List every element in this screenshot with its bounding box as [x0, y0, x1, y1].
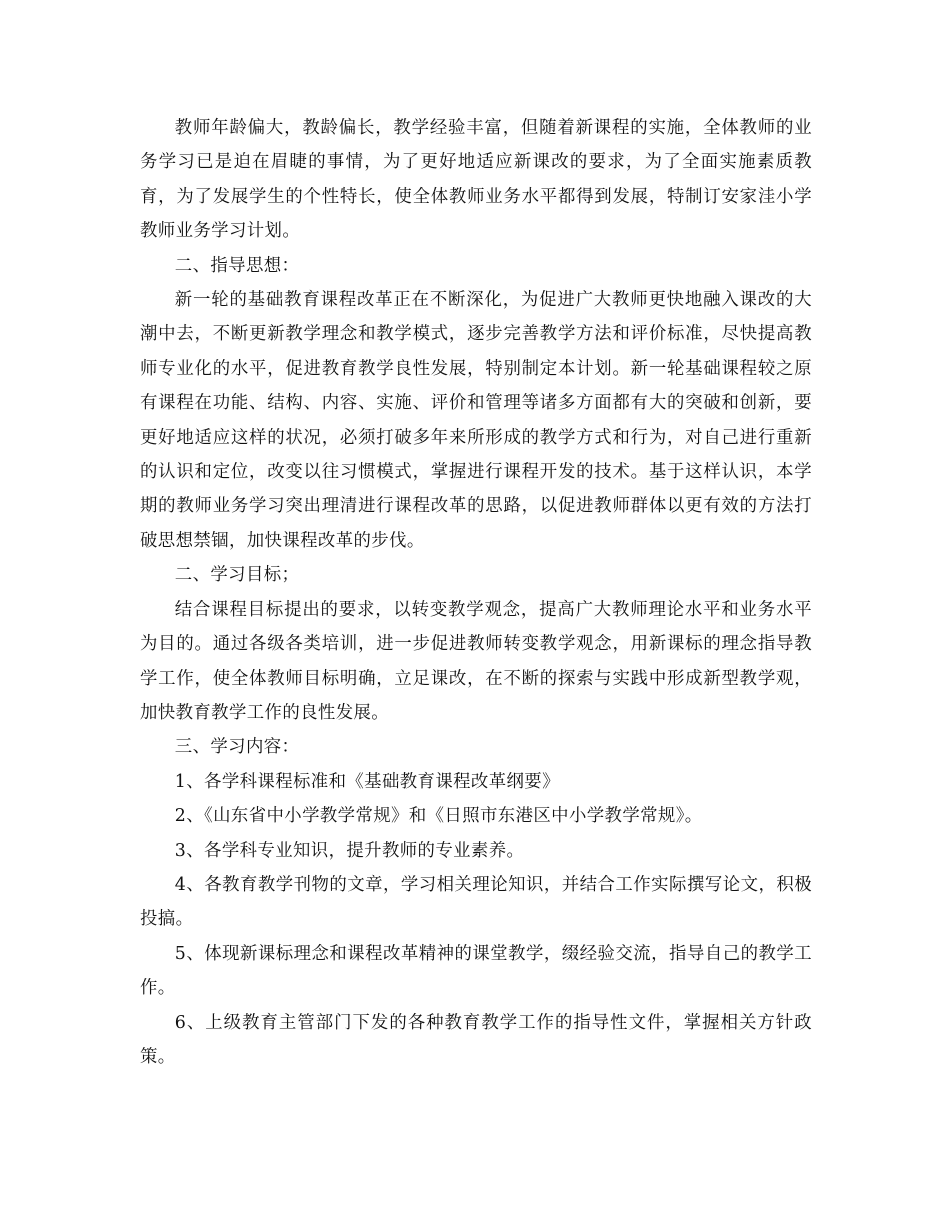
guiding-thought-paragraph: 新一轮的基础教育课程改革正在不断深化，为促进广大教师更快地融入课改的大潮中去，不断更新教学理念和教学模式，逐步完善教学方法和评价标准，尽快提高教师专业化的水平，促进教育教学良性发展，特别制定本计划。新一轮基础课程较之原有课程在功能、结构、内容、实施、评价和管理等诸多方面都有大的突破和创新，要更好地适应这样的状况，必须打破多年来所形成的教学方式和行为，对自己进行重新的认识和定位，改变以往习惯模式，掌握进行课程开发的技术。基于这样认识，本学期的教师业务学习突出理清进行课程改革的思路，以促进教师群体以更有效的方法打破思想禁锢，加快课程改革的步伐。: [140, 290, 812, 551]
content-item-4: 4、各教育教学刊物的文章，学习相关理论知识，并结合工作实际撰写论文，积极投搞。: [140, 874, 812, 930]
section-heading-learning-goals: 二、学习目标；: [174, 565, 300, 586]
document-body: [140, 111, 812, 1074]
learning-goals-paragraph: 结合课程目标提出的要求，以转变教学观念，提高广大教师理论水平和业务水平为目的。通过各级各类培训，进一步促进教师转变教学观念，用新课标的理念指导教学工作，使全体教师目标明确，立足课改，在不断的探索与实践中形成新型教学观，加快教育教学工作的良性发展。: [140, 599, 812, 723]
section-heading-guiding-thought: 二、指导思想：: [174, 255, 300, 276]
content-item-1: 1、各学科课程标准和《基础教育课程改革纲要》: [174, 771, 560, 792]
intro-paragraph: 教师年龄偏大，教龄偏长，教学经验丰富，但随着新课程的实施，全体教师的业务学习已是迫在眉睫的事情，为了更好地适应新课改的要求，为了全面实施素质教育，为了发展学生的个性特长，使全体教师业务水平都得到发展，特制订安家洼小学教师业务学习计划。: [140, 118, 812, 242]
section-heading-learning-content: 三、学习内容：: [174, 737, 300, 758]
content-item-6: 6、上级教育主管部门下发的各种教育教学工作的指导性文件，掌握相关方针政策。: [140, 1012, 812, 1067]
content-item-5: 5、体现新课标理念和课程改革精神的课堂教学，缀经验交流，指导自己的教学工作。: [140, 943, 812, 999]
content-item-2: 2、《山东省中小学教学常规》和《日照市东港区中小学教学常规》。: [174, 806, 703, 827]
content-item-3: 3、各学科专业知识，提升教师的专业素养。: [174, 840, 525, 861]
